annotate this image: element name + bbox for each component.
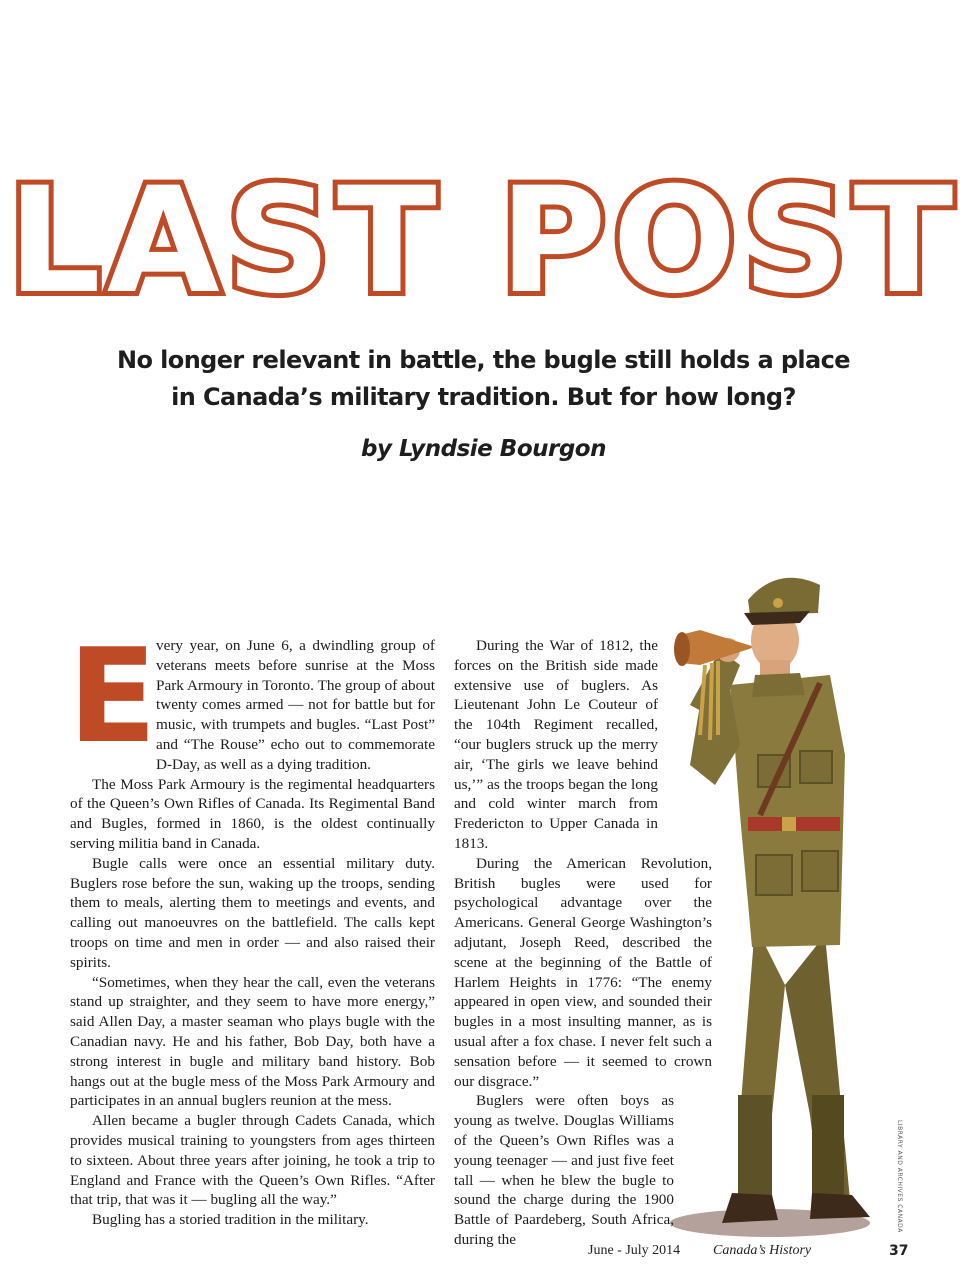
drop-cap: E: [68, 620, 157, 772]
byline: by Lyndsie Bourgon: [361, 436, 606, 462]
paragraph: Bugling has a storied tradition in the military.: [92, 1211, 369, 1229]
deck-line-1: No longer relevant in battle, the bugle still holds a place: [117, 346, 850, 374]
soldier-bugler-illustration: [660, 555, 890, 1245]
paragraph: Allen became a bugler through Cadets Canada, which provides musical training to youngsters from ages thirteen to sixteen. About three years after joining, he took a trip to England and France with the Queen’s Own Rifles. “After that trip, that was it — bugling all the way.”: [70, 1112, 435, 1209]
paragraph: During the American Revolution, British bugles were used for psychological advantage over the Americans. General George Washington’s adjutant, Joseph Reed, described the scene at the beginning of the Battle of Harlem Heights in 1776: “The enemy appeared in open view, and sounded their bugles in a most insulting manner, as is usual after a fox chase. I never felt such a sensation before — it seemed to crown our disgrace.”: [454, 854, 712, 1090]
article-title: LAST POST: [7, 156, 960, 326]
paragraph: The Moss Park Armoury is the regimental headquarters of the Queen’s Own Rifles of Canada. Its Regimental Band and Bugles, formed in 1860, is the oldest continually serving militia band in Canada.: [70, 775, 435, 852]
body-column-1: [68, 620, 435, 1230]
issue-date: June - July 2014: [588, 1243, 681, 1258]
paragraph: Buglers were often boys as young as twelve. Douglas Williams of the Queen’s Own Rifles was a young teenager — and just five feet tall — when he blew the bugle to sound the charge during the 1900 Battle of Paardeberg, South Africa, during the: [454, 1092, 674, 1248]
deck-line-2: in Canada’s military tradition. But for how long?: [171, 383, 796, 411]
page-number: 37: [889, 1243, 909, 1259]
paragraph: Every year, on June 6, a dwindling group of veterans meets before sunrise at the Moss Park Armoury in Toronto. The group of about twenty comes armed — not for battle but for music, with trumpets and bugles. “Last Post” and “The Rouse” echo out to commemorate D-Day, as well as a dying tradition.: [68, 620, 435, 773]
article-deck: [60, 342, 907, 416]
magazine-name: Canada’s History: [713, 1243, 812, 1258]
page-footer: [0, 1243, 967, 1263]
paragraph: “Sometimes, when they hear the call, even the veterans stand up straighter, and they seem to have more energy,” said Allen Day, a master seaman who plays bugle with the Canadian navy. He and his father, Bob Day, both have a strong interest in bugle and military band history. Bob hangs out at the bugle mess of the Moss Park Armoury and participates in an annual buglers reunion at the mess.: [70, 973, 435, 1110]
paragraph: During the War of 1812, the forces on the British side made extensive use of buglers. As Lieutenant John Le Couteur of the 104th Regiment recalled, “our buglers struck up the merry air, ‘The girls we leave behind us,’” as the troops began the long and cold winter march from Fredericton to Upper Canada in 1813.: [454, 637, 658, 852]
image-credit: LIBRARY AND ARCHIVES CANADA: [896, 1120, 903, 1233]
paragraph: Bugle calls were once an essential military duty. Buglers rose before the sun, waking up the troops, sending them to meals, alerting them to meetings and events, and calling out manoeuvres on the battlefield. The calls kept troops on time and men in order — and also raised their spirits.: [70, 854, 435, 971]
